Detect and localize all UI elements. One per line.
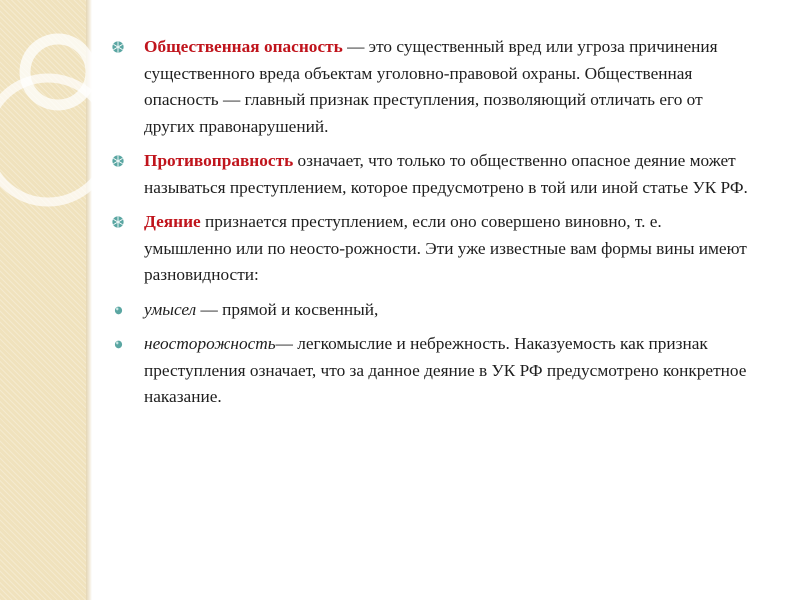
paragraph-text: — это существенный вред или угроза причинения существенного вреда объектам уголовно-правовой охраны. Общественная опасность — главный признак преступления, позволяющий отличать его от других правонарушений.: [144, 37, 718, 136]
ring-circles-decoration: [0, 0, 92, 600]
teal-drop-bullet-icon: [114, 339, 123, 349]
sub-item-term-negligence: неосторожность: [144, 334, 276, 353]
paragraph-public-danger: [112, 34, 752, 140]
teal-flower-bullet-icon: [112, 155, 124, 167]
sub-item-text: — легкомыслие и небрежность. Наказуемость как признак преступления означает, что за данное деяние в УК РФ предусмотрено конкретное наказание.: [144, 334, 747, 406]
sub-item-intent: [112, 297, 752, 324]
term-unlawfulness: Противоправность: [144, 151, 294, 170]
teal-flower-bullet-icon: [112, 216, 124, 228]
paragraph-unlawfulness: [112, 148, 752, 201]
sub-item-text: — прямой и косвенный,: [196, 299, 379, 319]
slide-content: [112, 34, 752, 419]
teal-flower-bullet-icon: [112, 41, 124, 53]
paragraph-text: означает, что только то общественно опасное деяние может называться преступлением, которое предусмотрено в той или иной статье УК РФ.: [144, 151, 748, 197]
sub-item-term-intent: умысел: [144, 299, 197, 319]
sub-item-negligence: [112, 331, 752, 411]
term-act: Деяние: [144, 212, 201, 231]
paragraph-text: признается преступлением, если оно совершено виновно, т. е. умышленно или по неосто-рожности. Эти уже известные вам формы вины имеют разновидности:: [144, 212, 747, 284]
paragraph-act: [112, 209, 752, 289]
term-public-danger: Общественная опасность: [144, 37, 343, 56]
teal-drop-bullet-icon: [114, 305, 123, 315]
